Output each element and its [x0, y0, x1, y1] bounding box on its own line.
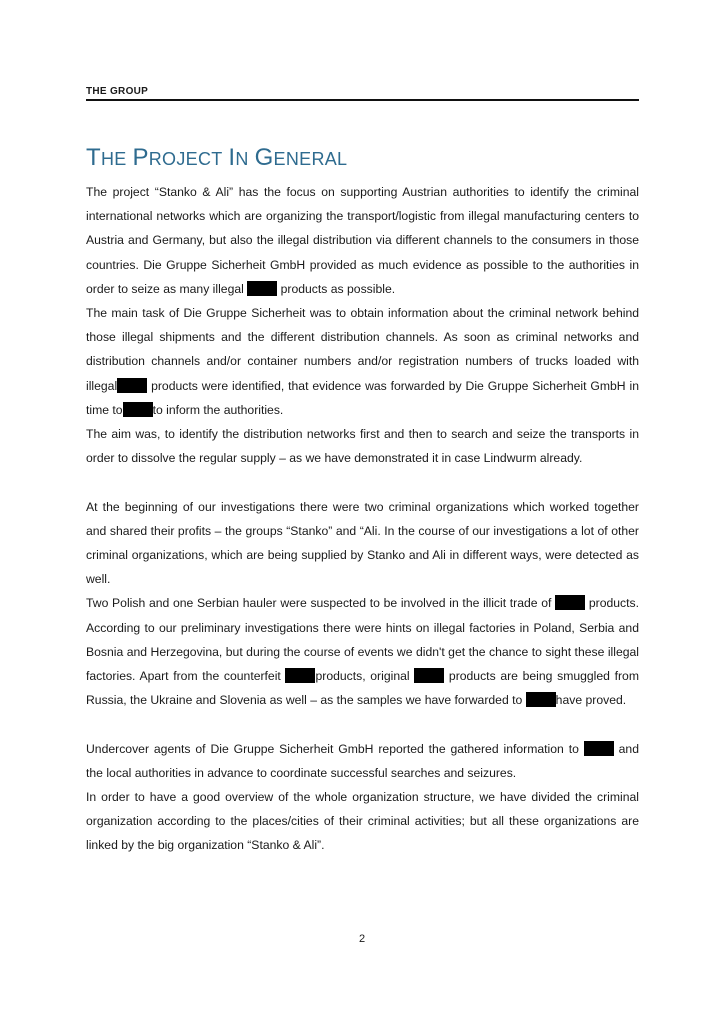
- redaction-box: [584, 741, 614, 756]
- paragraph-text: products are being smuggled from Russia, the Ukraine and Slovenia as well – as the samples we have forwarded to: [86, 669, 639, 708]
- paragraph-text: to inform the authorities.: [152, 402, 284, 417]
- paragraph-text: products were identified, that evidence was forwarded by Die Gruppe Sicherheit GmbH in time to: [86, 378, 639, 417]
- paragraph-text: In order to have a good overview of the whole organization structure, we have divided the criminal organization according to the places/cities of their criminal activities; but all these organizations are linked by the big organization “Stanko & Ali”.: [86, 790, 639, 853]
- paragraph-beginning: [86, 495, 639, 592]
- body-text: [86, 180, 639, 858]
- redaction-box: [414, 668, 444, 683]
- paragraph-text: The main task of Die Gruppe Sicherheit was to obtain information about the criminal network behind those illegal shipments and the different distribution channels. As soon as criminal networks and distribution channels and/or container numbers and/or registration numbers of trucks loaded with illegal: [86, 306, 639, 393]
- paragraph-text: Two Polish and one Serbian hauler were suspected to be involved in the illicit trade of: [86, 596, 556, 611]
- paragraph-text: At the beginning of our investigations there were two criminal organizations which worked together and shared their profits – the groups “Stanko” and “Ali. In the course of our investigations a lot of other criminal organizations, which are being supplied by Stanko and Ali in different ways, were detected as well.: [86, 499, 639, 587]
- paragraph-aim: [86, 422, 639, 470]
- page-title: THE PROJECT IN GENERAL: [86, 144, 348, 171]
- paragraph-text: products. According to our preliminary investigations there were hints on illegal factories in Poland, Serbia and Bosnia and Herzegovina, but during the course of events we didn't get the chance to sight these illegal factories. Apart from the counterfeit: [86, 596, 639, 684]
- paragraph-text: have proved.: [555, 693, 627, 708]
- paragraph-text: and the local authorities in advance to coordinate successful searches and seizures.: [86, 741, 639, 780]
- redaction-box: [555, 595, 585, 610]
- paragraph-text: The aim was, to identify the distribution networks first and then to search and seize the transports in order to dissolve the regular supply – as we have demonstrated it in case Lindwurm already.: [86, 427, 639, 466]
- paragraph-main-task: [86, 301, 639, 422]
- paragraph-text: products, original: [315, 669, 415, 684]
- paragraph-overview: [86, 785, 639, 858]
- redaction-box: [247, 281, 277, 296]
- running-header: [86, 86, 639, 101]
- paragraph-text: Undercover agents of Die Gruppe Sicherheit GmbH reported the gathered information to: [86, 741, 584, 756]
- paragraph-haulers: [86, 591, 639, 712]
- header-label: THE GROUP: [86, 86, 149, 97]
- redaction-box: [285, 668, 315, 683]
- redaction-box: [117, 378, 147, 393]
- redaction-box: [526, 692, 556, 707]
- redaction-box: [123, 402, 153, 417]
- page-number: 2: [358, 933, 366, 945]
- paragraph-project-focus: [86, 180, 639, 301]
- paragraph-text: products as possible.: [277, 281, 396, 296]
- paragraph-undercover-agents: [86, 737, 639, 785]
- paragraph-text: The project “Stanko & Ali” has the focus on supporting Austrian authorities to identify the criminal international networks which are organizing the transport/logistic from illegal manufacturing centers to Austria and Germany, but also the illegal distribution via different channels to the consumers in those countries. Die Gruppe Sicherheit GmbH provided as much evidence as possible to the authorities in order to seize as many illegal: [86, 185, 639, 296]
